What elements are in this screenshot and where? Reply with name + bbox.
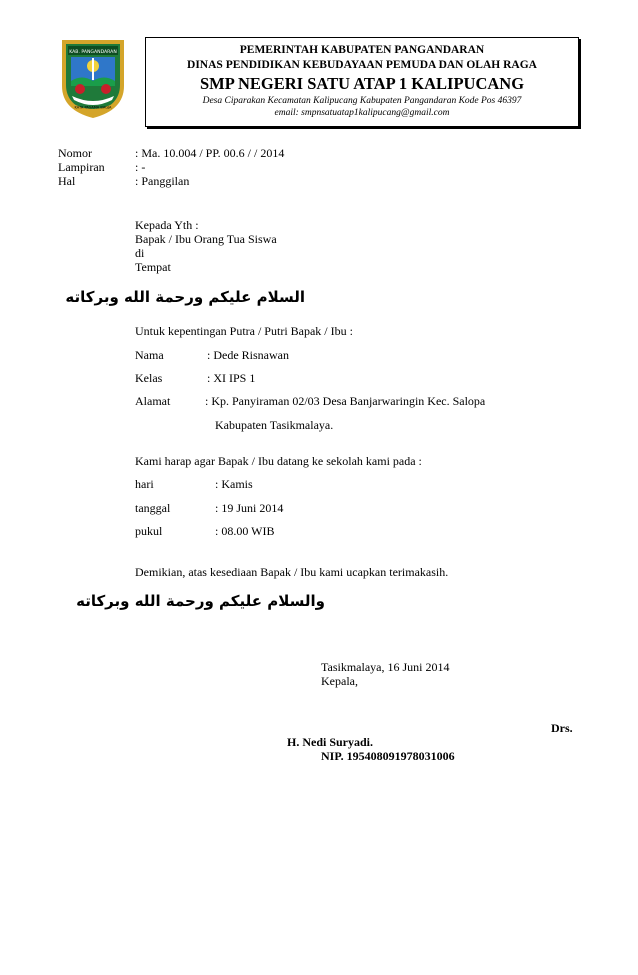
arabic-greeting-close: والسلام عليكم ورحمة الله وبركاته xyxy=(76,592,325,610)
recipient-line1: Kepada Yth : xyxy=(135,218,199,232)
signer-name: H. Nedi Suryadi. xyxy=(287,735,374,749)
signer-nip: NIP. 195408091978031006 xyxy=(321,749,455,763)
nomor-value: : Ma. 10.004 / PP. 00.6 / / 2014 xyxy=(135,146,285,160)
hari-label: hari xyxy=(135,477,154,491)
signer-title: Drs. xyxy=(551,721,573,735)
hal-value: : Panggilan xyxy=(135,174,190,188)
closing-text: Demikian, atas kesediaan Bapak / Ibu kami ucapkan terimakasih. xyxy=(135,565,449,579)
kelas-label: Kelas xyxy=(135,371,163,385)
tanggal-value: : 19 Juni 2014 xyxy=(215,501,284,515)
letterhead-department: DINAS PENDIDIKAN KEBUDAYAAN PEMUDA DAN OLAH RAGA xyxy=(187,59,537,71)
crest-pillar xyxy=(92,58,94,80)
hal-label: Hal xyxy=(58,174,76,188)
alamat-value-line2: Kabupaten Tasikmalaya. xyxy=(215,418,334,432)
letterhead-school-name: SMP NEGERI SATU ATAP 1 KALIPUCANG xyxy=(199,74,525,93)
pukul-label: pukul xyxy=(135,524,163,538)
signer-position: Kepala, xyxy=(321,674,358,688)
recipient-line2: Bapak / Ibu Orang Tua Siswa xyxy=(135,232,277,246)
recipient-line3: di xyxy=(135,246,145,260)
hari-value: : Kamis xyxy=(215,477,253,491)
letterhead-email: email: smpnsatuatap1kalipucang@gmail.com xyxy=(274,108,450,118)
crest-flower-right xyxy=(101,84,111,94)
kelas-value: : XI IPS 1 xyxy=(207,371,256,385)
nomor-label: Nomor xyxy=(58,146,92,160)
crest-name-text: KAB. PANGANDARAN xyxy=(69,50,117,55)
crest-motto-text: KATA PASAMA BAGJA xyxy=(74,105,112,110)
regency-crest-logo xyxy=(58,36,128,120)
letterhead-box xyxy=(145,37,579,127)
alamat-label: Alamat xyxy=(135,394,171,408)
nama-value: : Dede Risnawan xyxy=(207,348,289,362)
letterhead-government: PEMERINTAH KABUPATEN PANGANDARAN xyxy=(239,44,485,56)
crest-flower-left xyxy=(75,84,85,94)
recipient-line4: Tempat xyxy=(135,260,171,274)
alamat-value: : Kp. Panyiraman 02/03 Desa Banjarwaringin Kec. Salopa xyxy=(205,394,486,408)
arabic-greeting-open: السلام عليكم ورحمة الله وبركاته xyxy=(65,288,305,306)
intro-text: Untuk kepentingan Putra / Putri Bapak / Ibu : xyxy=(135,324,353,338)
lampiran-label: Lampiran xyxy=(58,160,105,174)
tanggal-label: tanggal xyxy=(135,501,171,515)
lampiran-value: : - xyxy=(135,160,146,174)
pukul-value: : 08.00 WIB xyxy=(215,524,275,538)
request-text: Kami harap agar Bapak / Ibu datang ke sekolah kami pada : xyxy=(135,454,422,468)
place-date: Tasikmalaya, 16 Juni 2014 xyxy=(321,660,450,674)
nama-label: Nama xyxy=(135,348,164,362)
letterhead-address: Desa Ciparakan Kecamatan Kalipucang Kabupaten Pangandaran Kode Pos 46397 xyxy=(202,96,522,106)
